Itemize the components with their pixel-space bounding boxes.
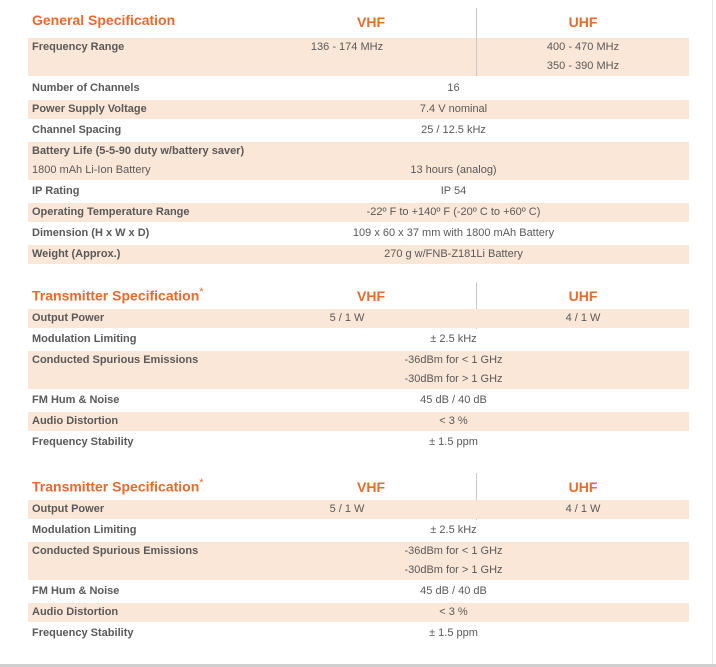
general-spec-table (28, 8, 689, 264)
row-value: 16 (447, 82, 460, 94)
row-value: 7.4 V nominal (419, 103, 488, 115)
transmitter-spec-title: Transmitter Specification* (32, 286, 204, 304)
frequency-stability-row (28, 624, 689, 643)
row-value: 109 x 60 x 37 mm with 1800 mAh Battery (352, 227, 555, 239)
row-label: Weight (Approx.) (32, 248, 121, 260)
row-value: 45 dB / 40 dB (420, 585, 487, 597)
transmitter-spec-header (28, 473, 689, 500)
fm-hum-row (28, 582, 689, 601)
row-label: Output Power (32, 503, 105, 515)
row-label: Conducted Spurious Emissions (32, 545, 199, 557)
audio-distortion-row (28, 412, 689, 431)
modulation-row (28, 330, 689, 349)
row-value: IP 54 (440, 185, 467, 197)
row-value: -22º F to +140º F (-20º C to +60º C) (366, 206, 541, 218)
page-edge-line (712, 0, 713, 664)
spurious-row (28, 542, 689, 580)
ip-rating-row (28, 182, 689, 201)
spurious-row (28, 351, 689, 389)
row-value: 13 hours (analog) (410, 164, 497, 176)
vhf-value: 5 / 1 W (329, 503, 365, 515)
power-supply-row (28, 100, 689, 119)
uhf-column-header: UHF (568, 288, 598, 304)
row-value: 45 dB / 40 dB (420, 394, 487, 406)
uhf-column-header: UHF (568, 479, 598, 495)
row-label: Frequency Stability (32, 627, 134, 639)
row-label: Audio Distortion (32, 606, 119, 618)
row-value: -30dBm for > 1 GHz (404, 373, 503, 385)
row-label: FM Hum & Noise (32, 394, 120, 406)
row-value: 25 / 12.5 kHz (421, 124, 486, 136)
vhf-value: 136 - 174 MHz (310, 41, 384, 53)
transmitter-spec-table-2 (28, 473, 689, 643)
battery-life-row (28, 142, 689, 180)
row-label: Channel Spacing (32, 124, 122, 136)
frequency-stability-row (28, 433, 689, 452)
row-label: Modulation Limiting (32, 524, 137, 536)
row-sublabel: 1800 mAh Li-Ion Battery (32, 164, 151, 176)
uhf-value: 4 / 1 W (565, 312, 601, 324)
row-label: Output Power (32, 312, 105, 324)
transmitter-spec-header (28, 282, 689, 309)
row-label: Modulation Limiting (32, 333, 137, 345)
row-label: Power Supply Voltage (32, 103, 147, 115)
transmitter-spec-title: Transmitter Specification* (32, 477, 204, 495)
row-value: -36dBm for < 1 GHz (404, 545, 503, 557)
transmitter-spec-table (28, 282, 689, 452)
general-spec-header (28, 8, 689, 38)
weight-row (28, 245, 689, 264)
modulation-row (28, 521, 689, 540)
vhf-column-header: VHF (357, 288, 385, 304)
row-label: Number of Channels (32, 82, 140, 94)
row-value: ± 2.5 kHz (430, 524, 477, 536)
row-value: ± 1.5 ppm (429, 627, 478, 639)
vhf-value: 5 / 1 W (329, 312, 365, 324)
row-label: Audio Distortion (32, 415, 119, 427)
row-value: ± 2.5 kHz (430, 333, 477, 345)
vhf-column-header: VHF (357, 14, 385, 30)
row-value: < 3 % (439, 415, 468, 427)
row-label: IP Rating (32, 185, 80, 197)
row-value: 270 g w/FNB-Z181Li Battery (384, 248, 523, 260)
row-label: Battery Life (5-5-90 duty w/battery saver) (32, 145, 245, 157)
uhf-value: 350 - 390 MHz (546, 60, 620, 72)
frequency-range-row (28, 38, 689, 76)
uhf-value: 400 - 470 MHz (546, 41, 620, 53)
dimension-row (28, 224, 689, 243)
vhf-column-header: VHF (357, 479, 385, 495)
row-label: Frequency Stability (32, 436, 134, 448)
row-value: -30dBm for > 1 GHz (404, 564, 503, 576)
output-power-row (28, 500, 689, 519)
row-label: Conducted Spurious Emissions (32, 354, 199, 366)
channel-spacing-row (28, 121, 689, 140)
fm-hum-row (28, 391, 689, 410)
row-value: ± 1.5 ppm (429, 436, 478, 448)
row-label: Frequency Range (32, 41, 125, 53)
column-divider (476, 8, 477, 38)
general-spec-title: General Specification (32, 12, 176, 28)
row-label: Operating Temperature Range (32, 206, 190, 218)
uhf-column-header: UHF (568, 14, 598, 30)
row-value: -36dBm for < 1 GHz (404, 354, 503, 366)
row-label: FM Hum & Noise (32, 585, 120, 597)
audio-distortion-row (28, 603, 689, 622)
output-power-row (28, 309, 689, 328)
temperature-row (28, 203, 689, 222)
row-value: < 3 % (439, 606, 468, 618)
row-label: Dimension (H x W x D) (32, 227, 150, 239)
uhf-value: 4 / 1 W (565, 503, 601, 515)
channels-row (28, 79, 689, 98)
